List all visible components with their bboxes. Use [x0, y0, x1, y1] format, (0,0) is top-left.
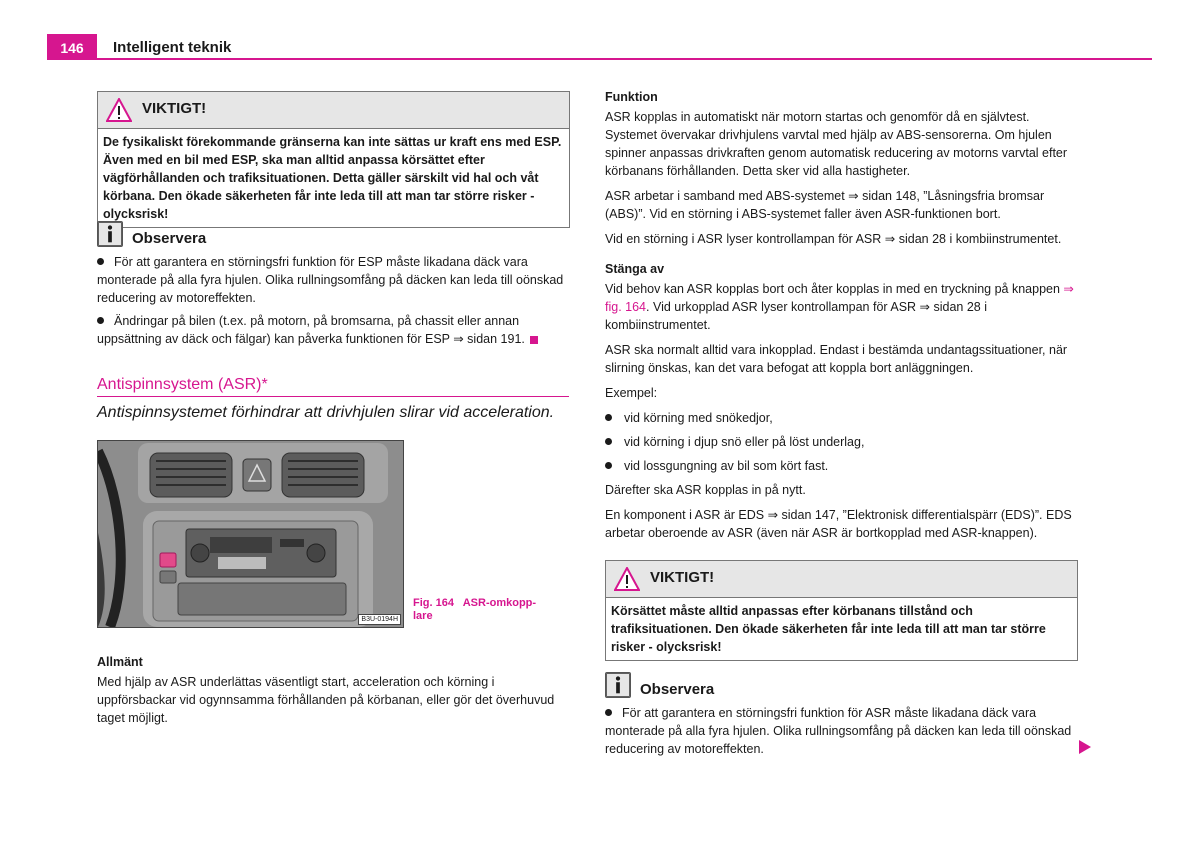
header-rule [47, 58, 1152, 60]
section-rule [97, 396, 569, 397]
bullet-icon [605, 414, 612, 421]
list-item-text: vid körning med snökedjor, [624, 411, 773, 425]
warning-box-asr [605, 560, 1078, 661]
note-bullet [97, 312, 569, 348]
note-bullet-text: För att garantera en störningsfri funktion för ESP måste likadana däck vara monterade på alla fyra hjulen. Olika rullningsomfång på däcken kan leda till oönskad reducering av motoreffekten. [97, 255, 564, 305]
allmant-text: Med hjälp av ASR underlättas väsentligt start, acceleration och körning i uppförsbackar vid ogynnsamma förhållanden på körbanan, eller gör det överhuvud taget möjligt. [97, 675, 555, 725]
warning-triangle-icon [614, 567, 640, 591]
warning-header [606, 561, 1077, 598]
funktion-paragraph: Vid en störning i ASR lyser kontrollampan för ASR ⇒ sidan 28 i kombiinstrumentet. [605, 232, 1062, 246]
stanga-paragraph [605, 280, 1079, 334]
stanga-paragraph: ASR ska normalt alltid vara inkopplad. Endast i bestämda undantagssituationer, när slirning önskas, kan det vara befogat att koppla bort anläggningen. [605, 343, 1068, 375]
figure-asr-switch [97, 440, 404, 628]
warning-title: VIKTIGT! [650, 569, 715, 586]
note-box-esp [97, 221, 569, 353]
warning-header [98, 92, 569, 129]
page-number: 146 [60, 40, 84, 56]
warning-text: De fysikaliskt förekommande gränserna kan inte sättas ur kraft ens med ESP. Även med en bil med ESP, ska man alltid anpassa körsättet efter vägförhållanden och trafiksituationen. Detta gäller särskilt vid hal och våt körbana. Den ökade säkerheten får inte leda till att man tar större risker - olycksrisk! [103, 135, 562, 221]
dashboard-illustration [98, 441, 403, 627]
next-page-arrow-icon[interactable] [1079, 740, 1091, 754]
funktion-heading: Funktion [605, 90, 658, 104]
note-bullet [97, 253, 569, 307]
stanga-heading: Stänga av [605, 262, 665, 276]
figure-number: Fig. 164 [413, 597, 454, 609]
list-item [605, 433, 1079, 451]
list-item [605, 409, 1079, 427]
bullet-icon [605, 462, 612, 469]
funktion-paragraph: ASR kopplas in automatiskt när motorn startas och genomför då en självtest. Systemet övervakar drivhjulens varvtal med hjälp av ABS-sensorerna. Om hjulen spinner anpassas drivkraften genom automatisk reducering av motorns varvtal efter körbanans förhållanden. Detta sker vid alla hastigheter. [605, 110, 1068, 178]
funktion-paragraph: ASR arbetar i samband med ABS-systemet ⇒ sidan 148, ”Låsningsfria bromsar (ABS)”. Vid en störning i ABS-systemet faller även ASR-funktionen bort. [605, 189, 1045, 221]
info-icon [605, 672, 631, 698]
warning-title: VIKTIGT! [142, 100, 207, 117]
section-end-icon [530, 336, 538, 344]
figure-caption-text: ASR-omkopp-lare [413, 597, 537, 622]
figure-code: B3U-0194H [358, 614, 401, 625]
info-icon [97, 221, 123, 247]
bullet-icon [605, 438, 612, 445]
stanga-text: . Vid urkopplad ASR lyser kontrollampan för ASR ⇒ sidan 28 i kombiinstrumentet. [605, 300, 987, 332]
warning-triangle-icon [106, 98, 132, 122]
stanga-paragraph: En komponent i ASR är EDS ⇒ sidan 147, ”Elektronisk differentialspärr (EDS)”. EDS arbetar oberoende av ASR (även när ASR är bortkopplad med ASR-knappen). [605, 508, 1072, 540]
bullet-icon [605, 709, 612, 716]
note-title: Observera [640, 681, 715, 698]
warning-box-esp [97, 91, 570, 228]
examples-label: Exempel: [605, 386, 658, 400]
note-bullet-text: För att garantera en störningsfri funktion för ASR måste likadana däck vara monterade på alla fyra hjulen. Olika rullningsomfång på däcken kan leda till oönskad reducering av motoreffekten. [605, 706, 1072, 756]
note-bullet-text: Ändringar på bilen (t.ex. på motorn, på bromsarna, på chassit eller annan uppsättning av däck och fälgar) kan påverka funktionen för ESP ⇒ sidan 191. [97, 314, 525, 346]
figure-link[interactable]: ⇒ fig. 164 [605, 282, 1074, 314]
list-item-text: vid körning i djup snö eller på löst underlag, [624, 435, 865, 449]
bullet-icon [97, 258, 104, 265]
section-title: Antispinnsystem (ASR)* [97, 376, 268, 393]
allmant-heading: Allmänt [97, 655, 143, 669]
allmant-section [97, 653, 569, 734]
note-title: Observera [132, 230, 207, 247]
section-intro: Antispinnsystemet förhindrar att drivhjulen slirar vid acceleration. [97, 404, 555, 421]
list-item-text: vid lossgungning av bil som kört fast. [624, 459, 829, 473]
right-column-text [605, 88, 1079, 549]
bullet-icon [97, 317, 104, 324]
list-item [605, 457, 1079, 475]
note-header [97, 221, 569, 249]
chapter-title: Intelligent teknik [113, 39, 232, 56]
warning-text: Körsättet måste alltid anpassas efter körbanans tillstånd och trafiksituationen. Den ökade säkerheten får inte leda till att man tar större risker - olycksrisk! [611, 604, 1046, 654]
note-box-asr [605, 672, 1079, 763]
note-header [605, 672, 1079, 700]
note-bullet [605, 704, 1079, 758]
stanga-paragraph: Därefter ska ASR kopplas in på nytt. [605, 483, 806, 497]
figure-caption [413, 597, 553, 623]
stanga-text: Vid behov kan ASR kopplas bort och åter kopplas in med en tryckning på knappen [605, 282, 1064, 296]
